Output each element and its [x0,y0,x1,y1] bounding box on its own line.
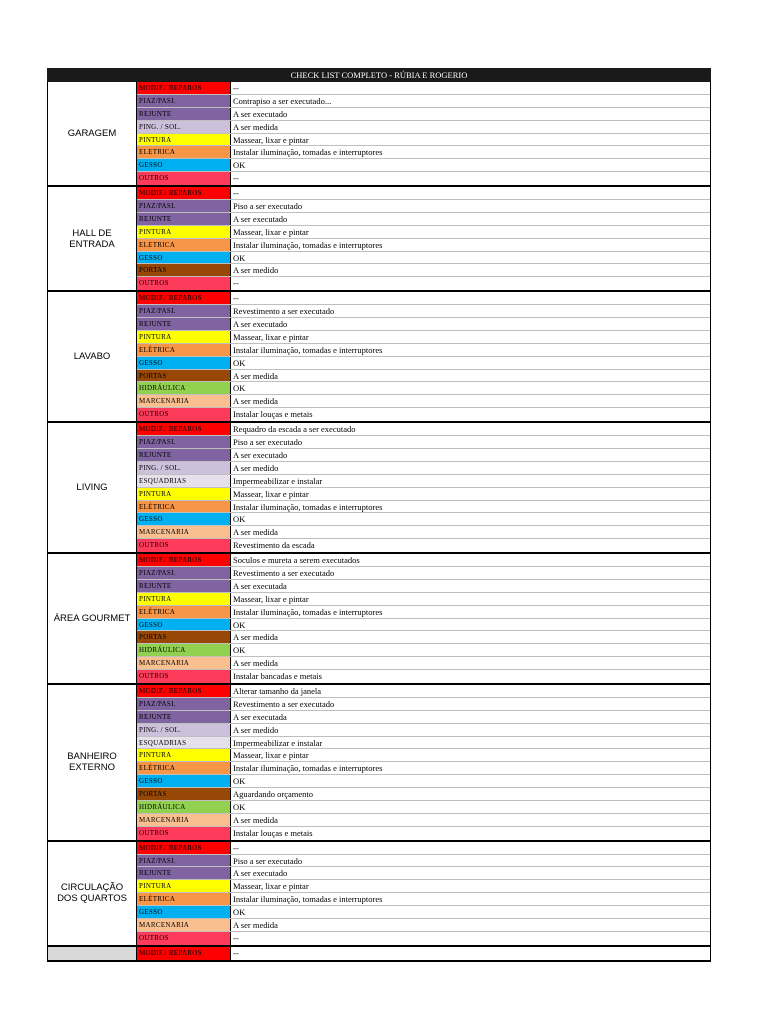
checklist-row [137,318,710,331]
status-cell: -- [233,173,239,184]
status-cell: A ser medida [233,370,278,381]
room-section [47,292,711,423]
checklist-row [137,526,710,539]
room-items [137,82,710,185]
status-cell: OK [233,801,246,812]
room-name [48,947,137,960]
status-cell: Revestimento a ser executado [233,306,335,317]
checklist-row [137,685,710,698]
room-items [137,842,710,945]
checklist-row [137,159,710,172]
checklist-row [137,95,710,108]
category-cell: PINTURA [137,331,231,343]
checklist-row [137,947,710,960]
checklist-row [137,331,710,344]
status-cell: OK [233,160,246,171]
category-cell: GESSO [137,159,231,171]
room-name: LAVABO [48,292,137,421]
checklist-row [137,554,710,567]
checklist-row [137,449,710,462]
checklist-row [137,737,710,750]
category-cell: MODIF./ REPAROS [137,82,231,94]
category-cell: ELETRICA [137,146,231,158]
status-cell: Impermeabilizar e instalar [233,737,323,748]
status-cell: Revestimento a ser executado [233,698,335,709]
checklist-row [137,134,710,147]
category-cell: PORTAS [137,370,231,382]
status-cell: -- [233,932,239,943]
status-cell: Instalar iluminação, tomadas e interruptores [233,894,383,905]
room-section [47,423,711,554]
category-cell: OUTROS [137,670,231,683]
checklist-row [137,762,710,775]
category-cell: PIAZ/PASI. [137,95,231,107]
category-cell: REJUNTE [137,867,231,879]
category-cell: REJUNTE [137,318,231,330]
status-cell: Massear, lixar e pintar [233,593,309,604]
room-name: HALL DE ENTRADA [48,187,137,290]
category-cell: GESSO [137,906,231,918]
checklist-row [137,475,710,488]
status-cell: Instalar iluminação, tomadas e interruptores [233,239,383,250]
checklist-row [137,593,710,606]
checklist-row [137,775,710,788]
status-cell: Massear, lixar e pintar [233,134,309,145]
status-cell: Instalar iluminação, tomadas e interruptores [233,606,383,617]
status-cell: A ser medida [233,396,278,407]
status-cell: A ser executado [233,868,288,879]
checklist-row [137,606,710,619]
category-cell: ELÉTRICA [137,501,231,513]
checklist-row [137,305,710,318]
status-cell: Alterar tamanho da janela [233,685,322,696]
status-cell: Piso a ser executado [233,201,303,212]
status-cell: Piso a ser executado [233,855,303,866]
status-cell: Instalar bancadas e metais [233,671,322,682]
status-cell: Massear, lixar e pintar [233,331,309,342]
status-cell: Instalar iluminação, tomadas e interruptores [233,344,383,355]
status-cell: -- [233,188,239,199]
status-cell: Massear, lixar e pintar [233,750,309,761]
checklist-row [137,919,710,932]
category-cell: REJUNTE [137,108,231,120]
checklist-row [137,827,710,840]
room-section [47,947,711,962]
category-cell: PING. / SOL. [137,121,231,133]
status-cell: Massear, lixar e pintar [233,226,309,237]
status-cell: Revestimento a ser executado [233,567,335,578]
status-cell: A ser medida [233,632,278,643]
category-cell: PIAZ/PASI. [137,567,231,579]
category-cell: ELÉTRICA [137,344,231,356]
status-cell: A ser medida [233,527,278,538]
checklist-row [137,292,710,305]
category-cell: MARCENARIA [137,657,231,669]
checklist-sheet [47,68,711,962]
category-cell: MODIF./ REPAROS [137,292,231,304]
status-cell: -- [233,83,239,93]
category-cell: GESSO [137,775,231,787]
checklist-row [137,344,710,357]
checklist-row [137,146,710,159]
room-items [137,947,710,960]
category-cell: PORTAS [137,264,231,276]
category-cell: OUTROS [137,539,231,552]
category-cell: OUTROS [137,277,231,290]
status-cell: A ser executado [233,319,288,330]
category-cell: MARCENARIA [137,814,231,826]
status-cell: Requadro da escada a ser executado [233,424,356,435]
sheet-title: CHECK LIST COMPLETO - RÚBIA E ROGERIO [47,68,711,82]
status-cell: A ser executado [233,449,288,460]
checklist-row [137,382,710,395]
category-cell: REJUNTE [137,580,231,592]
status-cell: Soculos e mureta a serem executados [233,555,360,566]
checklist-row [137,187,710,200]
category-cell: PIAZ/PASI. [137,698,231,710]
category-cell: ELETRICA [137,239,231,251]
checklist-row [137,657,710,670]
category-cell: GESSO [137,252,231,264]
category-cell: HIDRÁULICA [137,801,231,813]
room-section [47,842,711,947]
checklist-row [137,580,710,593]
category-cell: MODIF./ REPAROS [137,554,231,566]
checklist-row [137,239,710,252]
status-cell: OK [233,514,246,525]
checklist-row [137,423,710,436]
status-cell: A ser medida [233,920,278,930]
category-cell: GESSO [137,357,231,369]
status-cell: A ser medido [233,462,279,473]
status-cell: Massear, lixar e pintar [233,488,309,499]
status-cell: Massear, lixar e pintar [233,881,309,892]
status-cell: OK [233,619,246,630]
status-cell: A ser medido [233,265,279,276]
category-cell: PINTURA [137,749,231,761]
category-cell: PINTURA [137,226,231,238]
status-cell: OK [233,383,246,394]
room-section [47,187,711,292]
category-cell: REJUNTE [137,213,231,225]
category-cell: PIAZ/PASI. [137,200,231,212]
checklist-row [137,880,710,893]
category-cell: MARCENARIA [137,526,231,538]
status-cell: Instalar louças e metais [233,827,313,838]
status-cell: OK [233,776,246,787]
category-cell: PORTAS [137,631,231,643]
room-items [137,187,710,290]
category-cell: GESSO [137,619,231,631]
status-cell: -- [233,278,239,289]
room-section [47,82,711,187]
category-cell: MODIF./ REPAROS [137,187,231,199]
checklist-row [137,631,710,644]
category-cell: ELÉTRICA [137,606,231,618]
checklist-row [137,932,710,945]
checklist-row [137,801,710,814]
category-cell: ELÉTRICA [137,762,231,774]
checklist-row [137,749,710,762]
room-section [47,554,711,685]
room-name: BANHEIRO EXTERNO [48,685,137,840]
checklist-row [137,370,710,383]
category-cell: PINTURA [137,134,231,146]
checklist-row [137,906,710,919]
checklist-row [137,501,710,514]
category-cell: MARCENARIA [137,395,231,407]
checklist-row [137,264,710,277]
checklist-row [137,842,710,855]
category-cell: MARCENARIA [137,919,231,931]
checklist-row [137,670,710,683]
checklist-row [137,724,710,737]
status-cell: OK [233,907,246,918]
status-cell: A ser medido [233,724,279,735]
status-cell: A ser medida [233,658,278,669]
category-cell: MODIF./ REPAROS [137,423,231,435]
room-name: GARAGEM [48,82,137,185]
category-cell: PIAZ/PASI. [137,436,231,448]
category-cell: OUTROS [137,172,231,185]
room-name: CIRCULAÇÃO DOS QUARTOS [48,842,137,945]
status-cell: Instalar iluminação, tomadas e interruptores [233,501,383,512]
checklist-row [137,698,710,711]
category-cell: PIAZ/PASI. [137,305,231,317]
room-items [137,554,710,683]
checklist-row [137,644,710,657]
room-section [47,685,711,842]
checklist-row [137,788,710,801]
checklist-row [137,488,710,501]
status-cell: Aguardando orçamento [233,789,314,800]
category-cell: REJUNTE [137,711,231,723]
category-cell: PORTAS [137,788,231,800]
status-cell: A ser executada [233,711,287,722]
checklist-row [137,395,710,408]
checklist-row [137,619,710,632]
checklist-row [137,82,710,95]
checklist-row [137,226,710,239]
category-cell: HIDRÁULICA [137,644,231,656]
room-name: LIVING [48,423,137,552]
category-cell: ELÉTRICA [137,893,231,905]
checklist-row [137,213,710,226]
checklist-row [137,539,710,552]
status-cell: A ser executado [233,213,288,224]
checklist-row [137,462,710,475]
room-items [137,685,710,840]
category-cell: PINTURA [137,593,231,605]
category-cell: ESQUADRIAS [137,475,231,487]
status-cell: A ser medida [233,121,278,132]
checklist-row [137,408,710,421]
status-cell: Instalar louças e metais [233,409,313,420]
category-cell: MODIF./ REPAROS [137,947,231,960]
checklist-row [137,172,710,185]
checklist-row [137,867,710,880]
checklist-row [137,277,710,290]
status-cell: Instalar iluminação, tomadas e interruptores [233,147,383,158]
checklist-row [137,252,710,265]
checklist-row [137,108,710,121]
category-cell: PING. / SOL. [137,724,231,736]
category-cell: MODIF./ REPAROS [137,842,231,854]
room-items [137,292,710,421]
checklist-row [137,513,710,526]
status-cell: Instalar iluminação, tomadas e interruptores [233,763,383,774]
checklist-row [137,855,710,868]
status-cell: OK [233,645,246,656]
category-cell: GESSO [137,513,231,525]
category-cell: OUTROS [137,932,231,945]
category-cell: ESQUADRIAS [137,737,231,749]
status-cell: Contrapiso a ser executado... [233,95,332,106]
status-cell: A ser executada [233,580,287,591]
checklist-row [137,436,710,449]
status-cell: -- [233,842,239,853]
category-cell: HIDRÁULICA [137,382,231,394]
status-cell: OK [233,252,246,263]
checklist-row [137,200,710,213]
checklist-row [137,567,710,580]
status-cell: -- [233,947,239,958]
category-cell: PING. / SOL. [137,462,231,474]
checklist-row [137,893,710,906]
status-cell: Piso a ser executado [233,437,303,448]
category-cell: PINTURA [137,880,231,892]
status-cell: Revestimento da escada [233,540,315,551]
checklist-sections [47,82,711,962]
status-cell: A ser medida [233,814,278,825]
category-cell: PIAZ/PASI. [137,855,231,867]
status-cell: -- [233,293,239,304]
status-cell: OK [233,357,246,368]
status-cell: Impermeabilizar e instalar [233,475,323,486]
category-cell: PINTURA [137,488,231,500]
category-cell: OUTROS [137,827,231,840]
category-cell: REJUNTE [137,449,231,461]
checklist-row [137,121,710,134]
checklist-row [137,357,710,370]
room-items [137,423,710,552]
room-name: ÁREA GOURMET [48,554,137,683]
category-cell: MODIF./ REPAROS [137,685,231,697]
checklist-row [137,711,710,724]
checklist-row [137,814,710,827]
status-cell: A ser executado [233,108,288,119]
category-cell: OUTROS [137,408,231,421]
